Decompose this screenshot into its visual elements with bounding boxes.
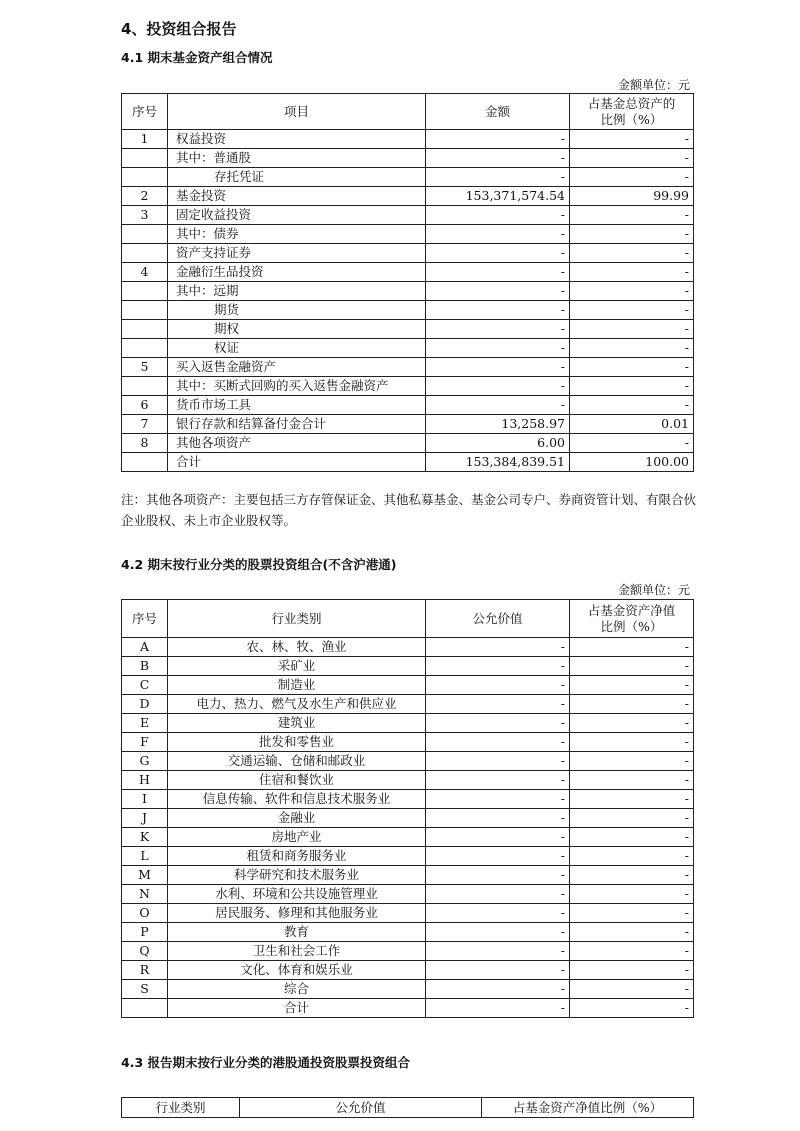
- row-amount: -: [426, 244, 570, 263]
- row-amount: 13,258.97: [426, 415, 570, 434]
- table-row: [122, 866, 694, 885]
- row-ratio: -: [570, 695, 694, 714]
- table-row: [122, 809, 694, 828]
- row-no: E: [122, 714, 168, 733]
- row-ratio: 0.01: [570, 415, 694, 434]
- row-ratio: -: [570, 244, 694, 263]
- row-no: J: [122, 809, 168, 828]
- row-industry: 农、林、牧、渔业: [168, 638, 426, 657]
- header-ratio-line2: 比例（%）: [600, 111, 663, 127]
- row-ratio: -: [570, 771, 694, 790]
- row-industry: 居民服务、修理和其他服务业: [168, 904, 426, 923]
- row-industry: 科学研究和技术服务业: [168, 866, 426, 885]
- table-row: [122, 828, 694, 847]
- table-row: [122, 301, 694, 320]
- table-row: [122, 415, 694, 434]
- table-row: [122, 130, 694, 149]
- section-4-2-title: 4.2 期末按行业分类的股票投资组合(不含沪港通): [121, 557, 397, 572]
- row-amount: -: [426, 130, 570, 149]
- table-row: [122, 657, 694, 676]
- row-no: 7: [122, 415, 168, 434]
- row-no: A: [122, 638, 168, 657]
- row-no: C: [122, 676, 168, 695]
- row-no: [122, 244, 168, 263]
- table-row: [122, 320, 694, 339]
- row-fair-value: -: [426, 847, 570, 866]
- row-industry: 合计: [168, 999, 426, 1018]
- header-fair-value: 公允价值: [426, 600, 570, 638]
- row-no: [122, 453, 168, 472]
- row-no: O: [122, 904, 168, 923]
- row-ratio: -: [570, 904, 694, 923]
- hk-connect-table: [121, 1097, 694, 1118]
- row-ratio: -: [570, 339, 694, 358]
- row-no: F: [122, 733, 168, 752]
- row-industry: 电力、热力、燃气及水生产和供应业: [168, 695, 426, 714]
- table-row: [122, 923, 694, 942]
- row-ratio: -: [570, 923, 694, 942]
- row-ratio: -: [570, 396, 694, 415]
- row-industry: 金融业: [168, 809, 426, 828]
- row-ratio: -: [570, 828, 694, 847]
- row-no: G: [122, 752, 168, 771]
- asset-allocation-table: [121, 93, 694, 472]
- table-row: [122, 225, 694, 244]
- header-industry: 行业类别: [168, 600, 426, 638]
- table-row: [122, 187, 694, 206]
- row-fair-value: -: [426, 809, 570, 828]
- row-ratio: -: [570, 999, 694, 1018]
- row-fair-value: -: [426, 866, 570, 885]
- row-no: [122, 320, 168, 339]
- row-ratio: -: [570, 377, 694, 396]
- row-amount: -: [426, 225, 570, 244]
- header-item: 项目: [168, 94, 426, 130]
- row-industry: 制造业: [168, 676, 426, 695]
- header-no: 序号: [122, 94, 168, 130]
- row-industry: 信息传输、软件和信息技术服务业: [168, 790, 426, 809]
- row-no: [122, 225, 168, 244]
- table-row: [122, 149, 694, 168]
- header-ratio-line1: 占基金总资产的: [587, 95, 676, 111]
- row-fair-value: -: [426, 733, 570, 752]
- row-amount: -: [426, 339, 570, 358]
- table-row: [122, 695, 694, 714]
- header-ratio: [570, 94, 694, 130]
- unit-label-4-2: 金额单位：元: [617, 583, 690, 597]
- row-item: 基金投资: [168, 187, 426, 206]
- row-fair-value: -: [426, 676, 570, 695]
- row-item: 权证: [168, 339, 426, 358]
- table-row: [122, 790, 694, 809]
- row-ratio: -: [570, 714, 694, 733]
- row-no: R: [122, 961, 168, 980]
- row-fair-value: -: [426, 961, 570, 980]
- row-ratio: -: [570, 942, 694, 961]
- row-no: H: [122, 771, 168, 790]
- row-no: B: [122, 657, 168, 676]
- row-ratio: -: [570, 149, 694, 168]
- table-row: [122, 339, 694, 358]
- row-ratio: -: [570, 358, 694, 377]
- row-fair-value: -: [426, 771, 570, 790]
- row-fair-value: -: [426, 885, 570, 904]
- table-row: [122, 263, 694, 282]
- row-industry: 综合: [168, 980, 426, 999]
- row-ratio: -: [570, 752, 694, 771]
- row-no: [122, 168, 168, 187]
- row-item: 期货: [168, 301, 426, 320]
- row-industry: 批发和零售业: [168, 733, 426, 752]
- section-4-3-title: 4.3 报告期末按行业分类的港股通投资股票投资组合: [121, 1055, 410, 1070]
- row-item: 其他各项资产: [168, 434, 426, 453]
- row-ratio: -: [570, 320, 694, 339]
- row-ratio: 100.00: [570, 453, 694, 472]
- row-ratio: -: [570, 657, 694, 676]
- row-no: [122, 999, 168, 1018]
- row-ratio: -: [570, 809, 694, 828]
- table-row: [122, 282, 694, 301]
- row-item: 买入返售金融资产: [168, 358, 426, 377]
- row-item: 存托凭证: [168, 168, 426, 187]
- row-ratio: 99.99: [570, 187, 694, 206]
- row-amount: -: [426, 149, 570, 168]
- row-item: 其中：远期: [168, 282, 426, 301]
- row-industry: 文化、体育和娱乐业: [168, 961, 426, 980]
- table-row: [122, 980, 694, 999]
- row-item: 期权: [168, 320, 426, 339]
- row-no: I: [122, 790, 168, 809]
- row-amount: -: [426, 377, 570, 396]
- row-amount: -: [426, 320, 570, 339]
- table-row: [122, 638, 694, 657]
- table-row: [122, 714, 694, 733]
- header-amount: 金额: [426, 94, 570, 130]
- row-ratio: -: [570, 847, 694, 866]
- row-fair-value: -: [426, 999, 570, 1018]
- row-fair-value: -: [426, 695, 570, 714]
- row-amount: -: [426, 263, 570, 282]
- row-ratio: -: [570, 790, 694, 809]
- row-amount: 6.00: [426, 434, 570, 453]
- table-row: [122, 396, 694, 415]
- row-fair-value: -: [426, 657, 570, 676]
- row-fair-value: -: [426, 904, 570, 923]
- header-ratio: [570, 600, 694, 638]
- header-ratio: 占基金资产净值比例（%）: [482, 1098, 694, 1118]
- table-row: [122, 752, 694, 771]
- row-no: P: [122, 923, 168, 942]
- industry-stock-table: [121, 599, 694, 1018]
- row-industry: 住宿和餐饮业: [168, 771, 426, 790]
- row-industry: 建筑业: [168, 714, 426, 733]
- unit-label-4-1: 金额单位：元: [617, 78, 690, 92]
- row-item: 权益投资: [168, 130, 426, 149]
- row-ratio: -: [570, 885, 694, 904]
- row-fair-value: -: [426, 752, 570, 771]
- row-fair-value: -: [426, 790, 570, 809]
- table-row: [122, 885, 694, 904]
- row-ratio: -: [570, 130, 694, 149]
- header-no: 序号: [122, 600, 168, 638]
- row-no: [122, 339, 168, 358]
- row-item: 其中：普通股: [168, 149, 426, 168]
- row-amount: 153,371,574.54: [426, 187, 570, 206]
- row-no: [122, 282, 168, 301]
- row-ratio: -: [570, 980, 694, 999]
- row-item: 资产支持证券: [168, 244, 426, 263]
- table-row: [122, 771, 694, 790]
- row-ratio: -: [570, 206, 694, 225]
- row-ratio: -: [570, 301, 694, 320]
- row-no: D: [122, 695, 168, 714]
- table-row: [122, 999, 694, 1018]
- row-fair-value: -: [426, 980, 570, 999]
- row-no: N: [122, 885, 168, 904]
- table-row: [122, 733, 694, 752]
- row-no: 3: [122, 206, 168, 225]
- row-amount: -: [426, 301, 570, 320]
- row-ratio: -: [570, 263, 694, 282]
- row-ratio: -: [570, 961, 694, 980]
- table-row: [122, 244, 694, 263]
- row-no: 4: [122, 263, 168, 282]
- row-industry: 教育: [168, 923, 426, 942]
- row-industry: 房地产业: [168, 828, 426, 847]
- table-row: [122, 206, 694, 225]
- table-row: [122, 904, 694, 923]
- row-industry: 交通运输、仓储和邮政业: [168, 752, 426, 771]
- section-title: 4、投资组合报告: [121, 20, 237, 38]
- row-no: S: [122, 980, 168, 999]
- row-ratio: -: [570, 733, 694, 752]
- row-no: Q: [122, 942, 168, 961]
- row-item: 货币市场工具: [168, 396, 426, 415]
- row-no: 2: [122, 187, 168, 206]
- row-item: 固定收益投资: [168, 206, 426, 225]
- row-industry: 水利、环境和公共设施管理业: [168, 885, 426, 904]
- header-ratio-line1: 占基金资产净值: [587, 602, 676, 618]
- row-fair-value: -: [426, 828, 570, 847]
- table-row: [122, 942, 694, 961]
- table-row: [122, 434, 694, 453]
- row-amount: -: [426, 358, 570, 377]
- header-ratio-line2: 比例（%）: [600, 618, 663, 634]
- row-no: 1: [122, 130, 168, 149]
- row-ratio: -: [570, 434, 694, 453]
- table-row: [122, 676, 694, 695]
- row-item: 合计: [168, 453, 426, 472]
- table-row: [122, 358, 694, 377]
- row-no: [122, 149, 168, 168]
- header-fair-value: 公允价值: [240, 1098, 482, 1118]
- header-industry: 行业类别: [122, 1098, 240, 1118]
- row-ratio: -: [570, 866, 694, 885]
- row-ratio: -: [570, 676, 694, 695]
- table-row: [122, 377, 694, 396]
- table-row: [122, 453, 694, 472]
- row-no: [122, 301, 168, 320]
- note-text: 注：其他各项资产：主要包括三方存管保证金、其他私募基金、基金公司专户、券商资管计划、有限合伙企业股权、未上市企业股权等。: [121, 492, 697, 528]
- row-industry: 卫生和社会工作: [168, 942, 426, 961]
- row-item: 银行存款和结算备付金合计: [168, 415, 426, 434]
- row-fair-value: -: [426, 638, 570, 657]
- row-no: 8: [122, 434, 168, 453]
- row-no: K: [122, 828, 168, 847]
- row-ratio: -: [570, 638, 694, 657]
- row-amount: -: [426, 396, 570, 415]
- row-industry: 租赁和商务服务业: [168, 847, 426, 866]
- row-amount: -: [426, 168, 570, 187]
- row-no: 6: [122, 396, 168, 415]
- row-no: [122, 377, 168, 396]
- row-industry: 采矿业: [168, 657, 426, 676]
- row-item: 金融衍生品投资: [168, 263, 426, 282]
- row-fair-value: -: [426, 942, 570, 961]
- row-amount: -: [426, 282, 570, 301]
- row-no: L: [122, 847, 168, 866]
- row-amount: -: [426, 206, 570, 225]
- row-item: 其中：债券: [168, 225, 426, 244]
- row-ratio: -: [570, 225, 694, 244]
- table-row: [122, 961, 694, 980]
- row-amount: 153,384,839.51: [426, 453, 570, 472]
- section-4-1-title: 4.1 期末基金资产组合情况: [121, 50, 273, 65]
- table-row: [122, 847, 694, 866]
- row-fair-value: -: [426, 923, 570, 942]
- row-no: M: [122, 866, 168, 885]
- table-row: [122, 168, 694, 187]
- row-ratio: -: [570, 282, 694, 301]
- row-fair-value: -: [426, 714, 570, 733]
- row-no: 5: [122, 358, 168, 377]
- row-item: 其中：买断式回购的买入返售金融资产: [168, 377, 426, 396]
- row-ratio: -: [570, 168, 694, 187]
